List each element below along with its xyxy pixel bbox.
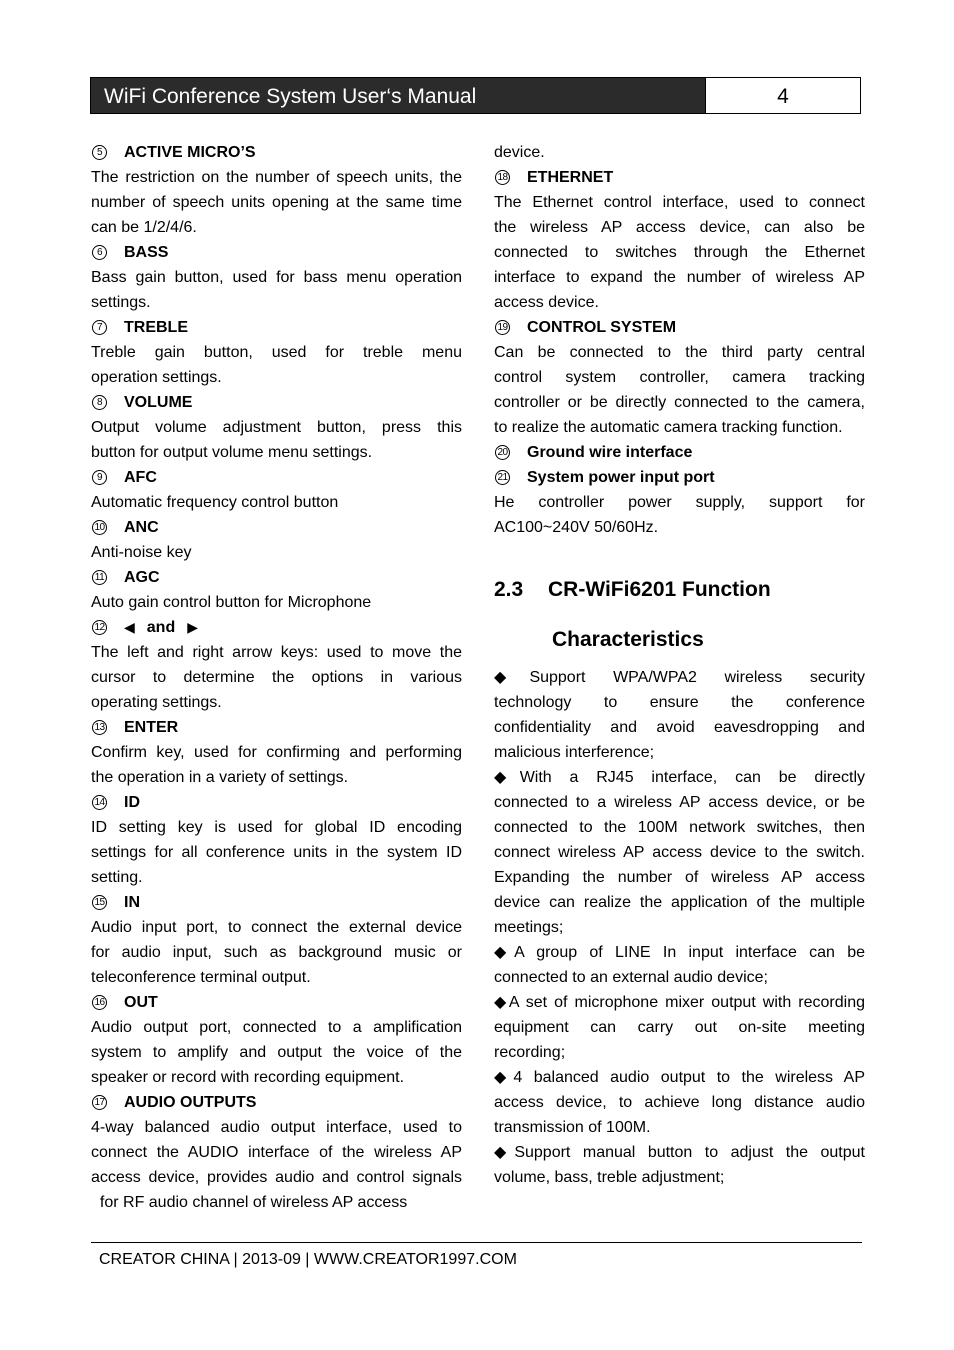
text-line: settings.	[91, 294, 151, 311]
item-title: ACTIVE MICRO’S	[124, 144, 256, 161]
page-footer: CREATOR CHINA | 2013-09 | WWW.CREATOR1997.COM	[99, 1251, 517, 1268]
section-title: CR-WiFi6201 Function	[548, 578, 771, 601]
text-line: for RF audio channel of wireless AP access	[91, 1194, 408, 1211]
text-line: connected to an external audio device;	[494, 969, 768, 986]
item-heading	[494, 465, 865, 490]
text-line: setting.	[91, 869, 143, 886]
text-line: access device, provides audio and control signals	[91, 1169, 462, 1186]
item-heading	[91, 790, 462, 815]
left-column	[91, 140, 462, 1215]
feature-bullet	[494, 1140, 865, 1190]
item-title: VOLUME	[124, 394, 193, 411]
text-line: Can be connected to the third party central	[494, 344, 865, 361]
text-line: AC100~240V 50/60Hz.	[494, 519, 659, 536]
item-title: TREBLE	[124, 319, 188, 336]
feature-bullet	[494, 665, 865, 765]
item-heading	[91, 990, 462, 1015]
text-line: connect the AUDIO interface of the wireless AP	[91, 1144, 462, 1161]
feature-bullet	[494, 940, 865, 990]
text-line: ◆A set of microphone mixer output with recording	[494, 994, 865, 1011]
text-line: confidentiality and avoid eavesdropping and	[494, 719, 865, 736]
item-title: IN	[124, 894, 140, 911]
item-title: AUDIO OUTPUTS	[124, 1094, 257, 1111]
item-title: ENTER	[124, 719, 179, 736]
text-line: Confirm key, used for confirming and performing	[91, 744, 462, 761]
text-line: Treble gain button, used for treble menu	[91, 344, 462, 361]
text-line: speaker or record with recording equipment.	[91, 1069, 405, 1086]
circled-number: 17	[92, 1095, 107, 1110]
text-line: ◆Support manual button to adjust the output	[494, 1144, 865, 1161]
circled-number: 13	[92, 720, 107, 735]
item-heading	[91, 565, 462, 590]
text-line: connected to a wireless AP access device, or be	[494, 794, 865, 811]
text-line: for audio input, such as background music or	[91, 944, 462, 961]
text-line: to realize the automatic camera tracking function.	[494, 419, 843, 436]
circled-number: 15	[92, 895, 107, 910]
text-line: button for output volume menu settings.	[91, 444, 373, 461]
text-line: technology to ensure the conference	[494, 694, 865, 711]
right-column	[494, 140, 865, 1190]
item-heading	[91, 390, 462, 415]
text-line: number of speech units opening at the same time	[91, 194, 462, 211]
text-line: device can realize the application of the multiple	[494, 894, 865, 911]
text-line: 4-way balanced audio output interface, used to	[91, 1119, 462, 1136]
text-line: controller or be directly connected to the camera,	[494, 394, 865, 411]
item-title: ETHERNET	[527, 169, 614, 186]
text-line: system to amplify and output the voice of the	[91, 1044, 462, 1061]
item-heading	[91, 515, 462, 540]
text-line: ◆Support WPA/WPA2 wireless security	[494, 669, 865, 686]
left-arrow-icon: ◀	[124, 619, 135, 635]
item-heading	[91, 1090, 462, 1115]
section-title-continued: Characteristics	[552, 628, 704, 651]
text-line: recording;	[494, 1044, 566, 1061]
text-line: teleconference terminal output.	[91, 969, 311, 986]
feature-bullet	[494, 990, 865, 1065]
item-heading	[91, 240, 462, 265]
feature-bullet	[494, 765, 865, 940]
right-arrow-icon: ▶	[187, 619, 199, 635]
item-title: Ground wire interface	[527, 444, 693, 461]
circled-number: 7	[92, 320, 107, 335]
item-heading	[91, 140, 462, 165]
circled-number: 6	[92, 245, 107, 260]
item-title: CONTROL SYSTEM	[527, 319, 677, 336]
item-title: and	[146, 619, 176, 636]
text-line: ID setting key is used for global ID encoding	[91, 819, 462, 836]
text-line: connected to the 100M network switches, then	[494, 819, 865, 836]
text-line: connected to switches through the Ethernet	[494, 244, 865, 261]
text-line: the operation in a variety of settings.	[91, 769, 349, 786]
text-line: The restriction on the number of speech units, the	[91, 169, 462, 186]
circled-number: 12	[92, 620, 107, 635]
text-line: Auto gain control button for Microphone	[91, 594, 372, 611]
text-line: The Ethernet control interface, used to connect	[494, 194, 865, 211]
page-header	[90, 77, 861, 114]
item-title: AGC	[124, 569, 160, 586]
section-heading	[494, 565, 865, 665]
footer-divider	[91, 1242, 862, 1243]
text-line: settings for all conference units in the system ID	[91, 844, 462, 861]
text-line: He controller power supply, support for	[494, 494, 865, 511]
item-title: ID	[124, 794, 140, 811]
item-heading	[494, 440, 865, 465]
text-line: can be 1/2/4/6.	[91, 219, 197, 236]
circled-number: 18	[495, 170, 510, 185]
text-line: malicious interference;	[494, 744, 655, 761]
circled-number: 9	[92, 470, 107, 485]
text-line: access device, to achieve long distance audio	[494, 1094, 865, 1111]
section-number: 2.3	[494, 578, 524, 601]
item-title: ANC	[124, 519, 159, 536]
text-line: Anti-noise key	[91, 544, 192, 561]
text-line: transmission of 100M.	[494, 1119, 651, 1136]
text-line: Audio output port, connected to a amplification	[91, 1019, 462, 1036]
circled-number: 5	[92, 145, 107, 160]
item-title: OUT	[124, 994, 158, 1011]
text-line: Audio input port, to connect the external device	[91, 919, 462, 936]
text-line: the wireless AP access device, can also be	[494, 219, 865, 236]
text-line: access device.	[494, 294, 599, 311]
text-line: meetings;	[494, 919, 564, 936]
text-line: volume, bass, treble adjustment;	[494, 1169, 725, 1186]
circled-number: 11	[92, 570, 107, 585]
item-heading	[91, 465, 462, 490]
manual-title: WiFi Conference System User‘s Manual	[91, 78, 705, 113]
feature-bullet	[494, 1065, 865, 1140]
item-heading	[91, 315, 462, 340]
circled-number: 19	[495, 320, 510, 335]
item-heading	[494, 165, 865, 190]
text-line: The left and right arrow keys: used to move the	[91, 644, 462, 661]
item-title: AFC	[124, 469, 157, 486]
text-line: ◆With a RJ45 interface, can be directly	[494, 769, 865, 786]
text-line: connect wireless AP access device to the switch.	[494, 844, 865, 861]
text-line: Bass gain button, used for bass menu operation	[91, 269, 462, 286]
text-line: Automatic frequency control button	[91, 494, 339, 511]
circled-number: 16	[92, 995, 107, 1010]
circled-number: 14	[92, 795, 107, 810]
circled-number: 10	[92, 520, 107, 535]
item-title: BASS	[124, 244, 169, 261]
item-title: System power input port	[527, 469, 715, 486]
text-line: Output volume adjustment button, press this	[91, 419, 462, 436]
text-line: operating settings.	[91, 694, 222, 711]
circled-number: 20	[495, 445, 510, 460]
item-heading	[91, 715, 462, 740]
text-line: equipment can carry out on-site meeting	[494, 1019, 865, 1036]
text-line: interface to expand the number of wireless AP	[494, 269, 865, 286]
text-line: operation settings.	[91, 369, 222, 386]
circled-number: 21	[495, 470, 510, 485]
item-heading	[91, 890, 462, 915]
text-line: cursor to determine the options in various	[91, 669, 462, 686]
text-line: Expanding the number of wireless AP access	[494, 869, 865, 886]
text-line: device.	[494, 144, 545, 161]
text-line: ◆4 balanced audio output to the wireless AP	[494, 1069, 865, 1086]
page-number: 4	[705, 78, 860, 113]
text-line: ◆A group of LINE In input interface can be	[494, 944, 865, 961]
item-heading	[91, 615, 462, 640]
item-heading	[494, 315, 865, 340]
circled-number: 8	[92, 395, 107, 410]
text-line: control system controller, camera tracking	[494, 369, 865, 386]
